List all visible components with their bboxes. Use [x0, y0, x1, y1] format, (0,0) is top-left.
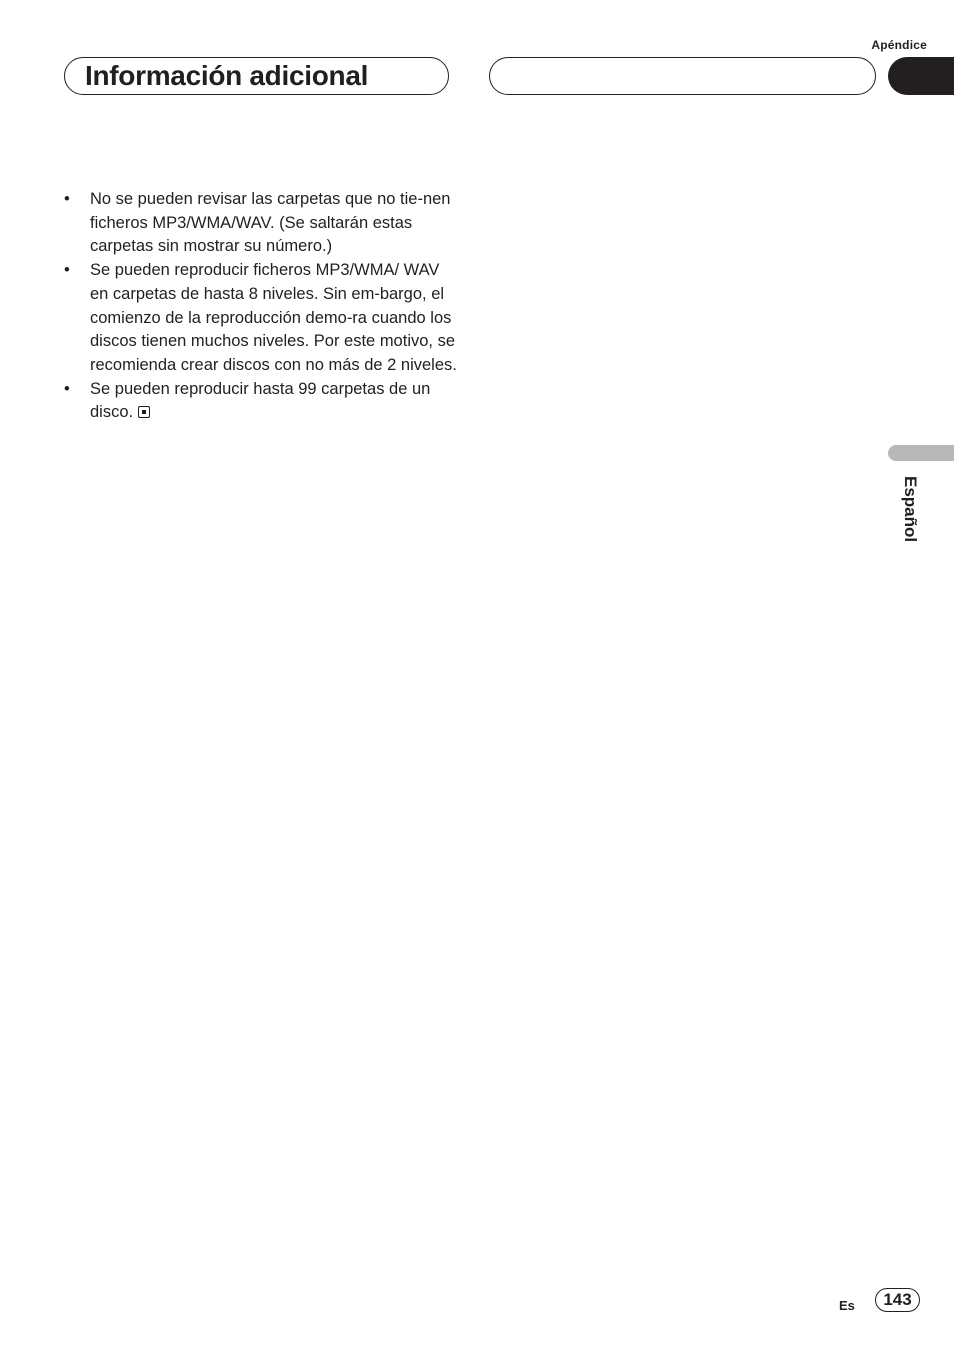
page-title-box [64, 57, 449, 95]
page-title: Información adicional [85, 60, 369, 91]
bullet-icon: • [64, 261, 70, 280]
list-item [64, 259, 459, 378]
list-item-text: No se pueden revisar las carpetas que no tie-nen ficheros MP3/WMA/WAV. (Se saltarán estas carpetas sin mostrar su número.) [90, 190, 451, 256]
language-tab [888, 445, 954, 461]
list-item [64, 188, 459, 259]
list-item-text: Se pueden reproducir ficheros MP3/WMA/ WAV en carpetas de hasta 8 niveles. Sin em-bargo, el comienzo de la reproducción demo-ra cuando los discos tienen muchos niveles. Por este motivo, se recomienda crear discos con no más de 2 niveles. [90, 261, 457, 374]
bullet-icon: • [64, 379, 70, 398]
end-of-section-icon [138, 406, 150, 418]
header-black-tab [888, 57, 954, 95]
language-label: Español [901, 476, 920, 543]
list-item-text: Se pueden reproducir hasta 99 carpetas de un disco. [90, 379, 431, 422]
bullet-icon: • [64, 190, 70, 208]
bullet-list [64, 188, 459, 425]
footer-language-code: Es [839, 1298, 855, 1313]
section-label: Apéndice [871, 38, 927, 52]
page-number: 143 [875, 1288, 920, 1312]
list-item [64, 378, 459, 425]
header-empty-box [489, 57, 876, 95]
